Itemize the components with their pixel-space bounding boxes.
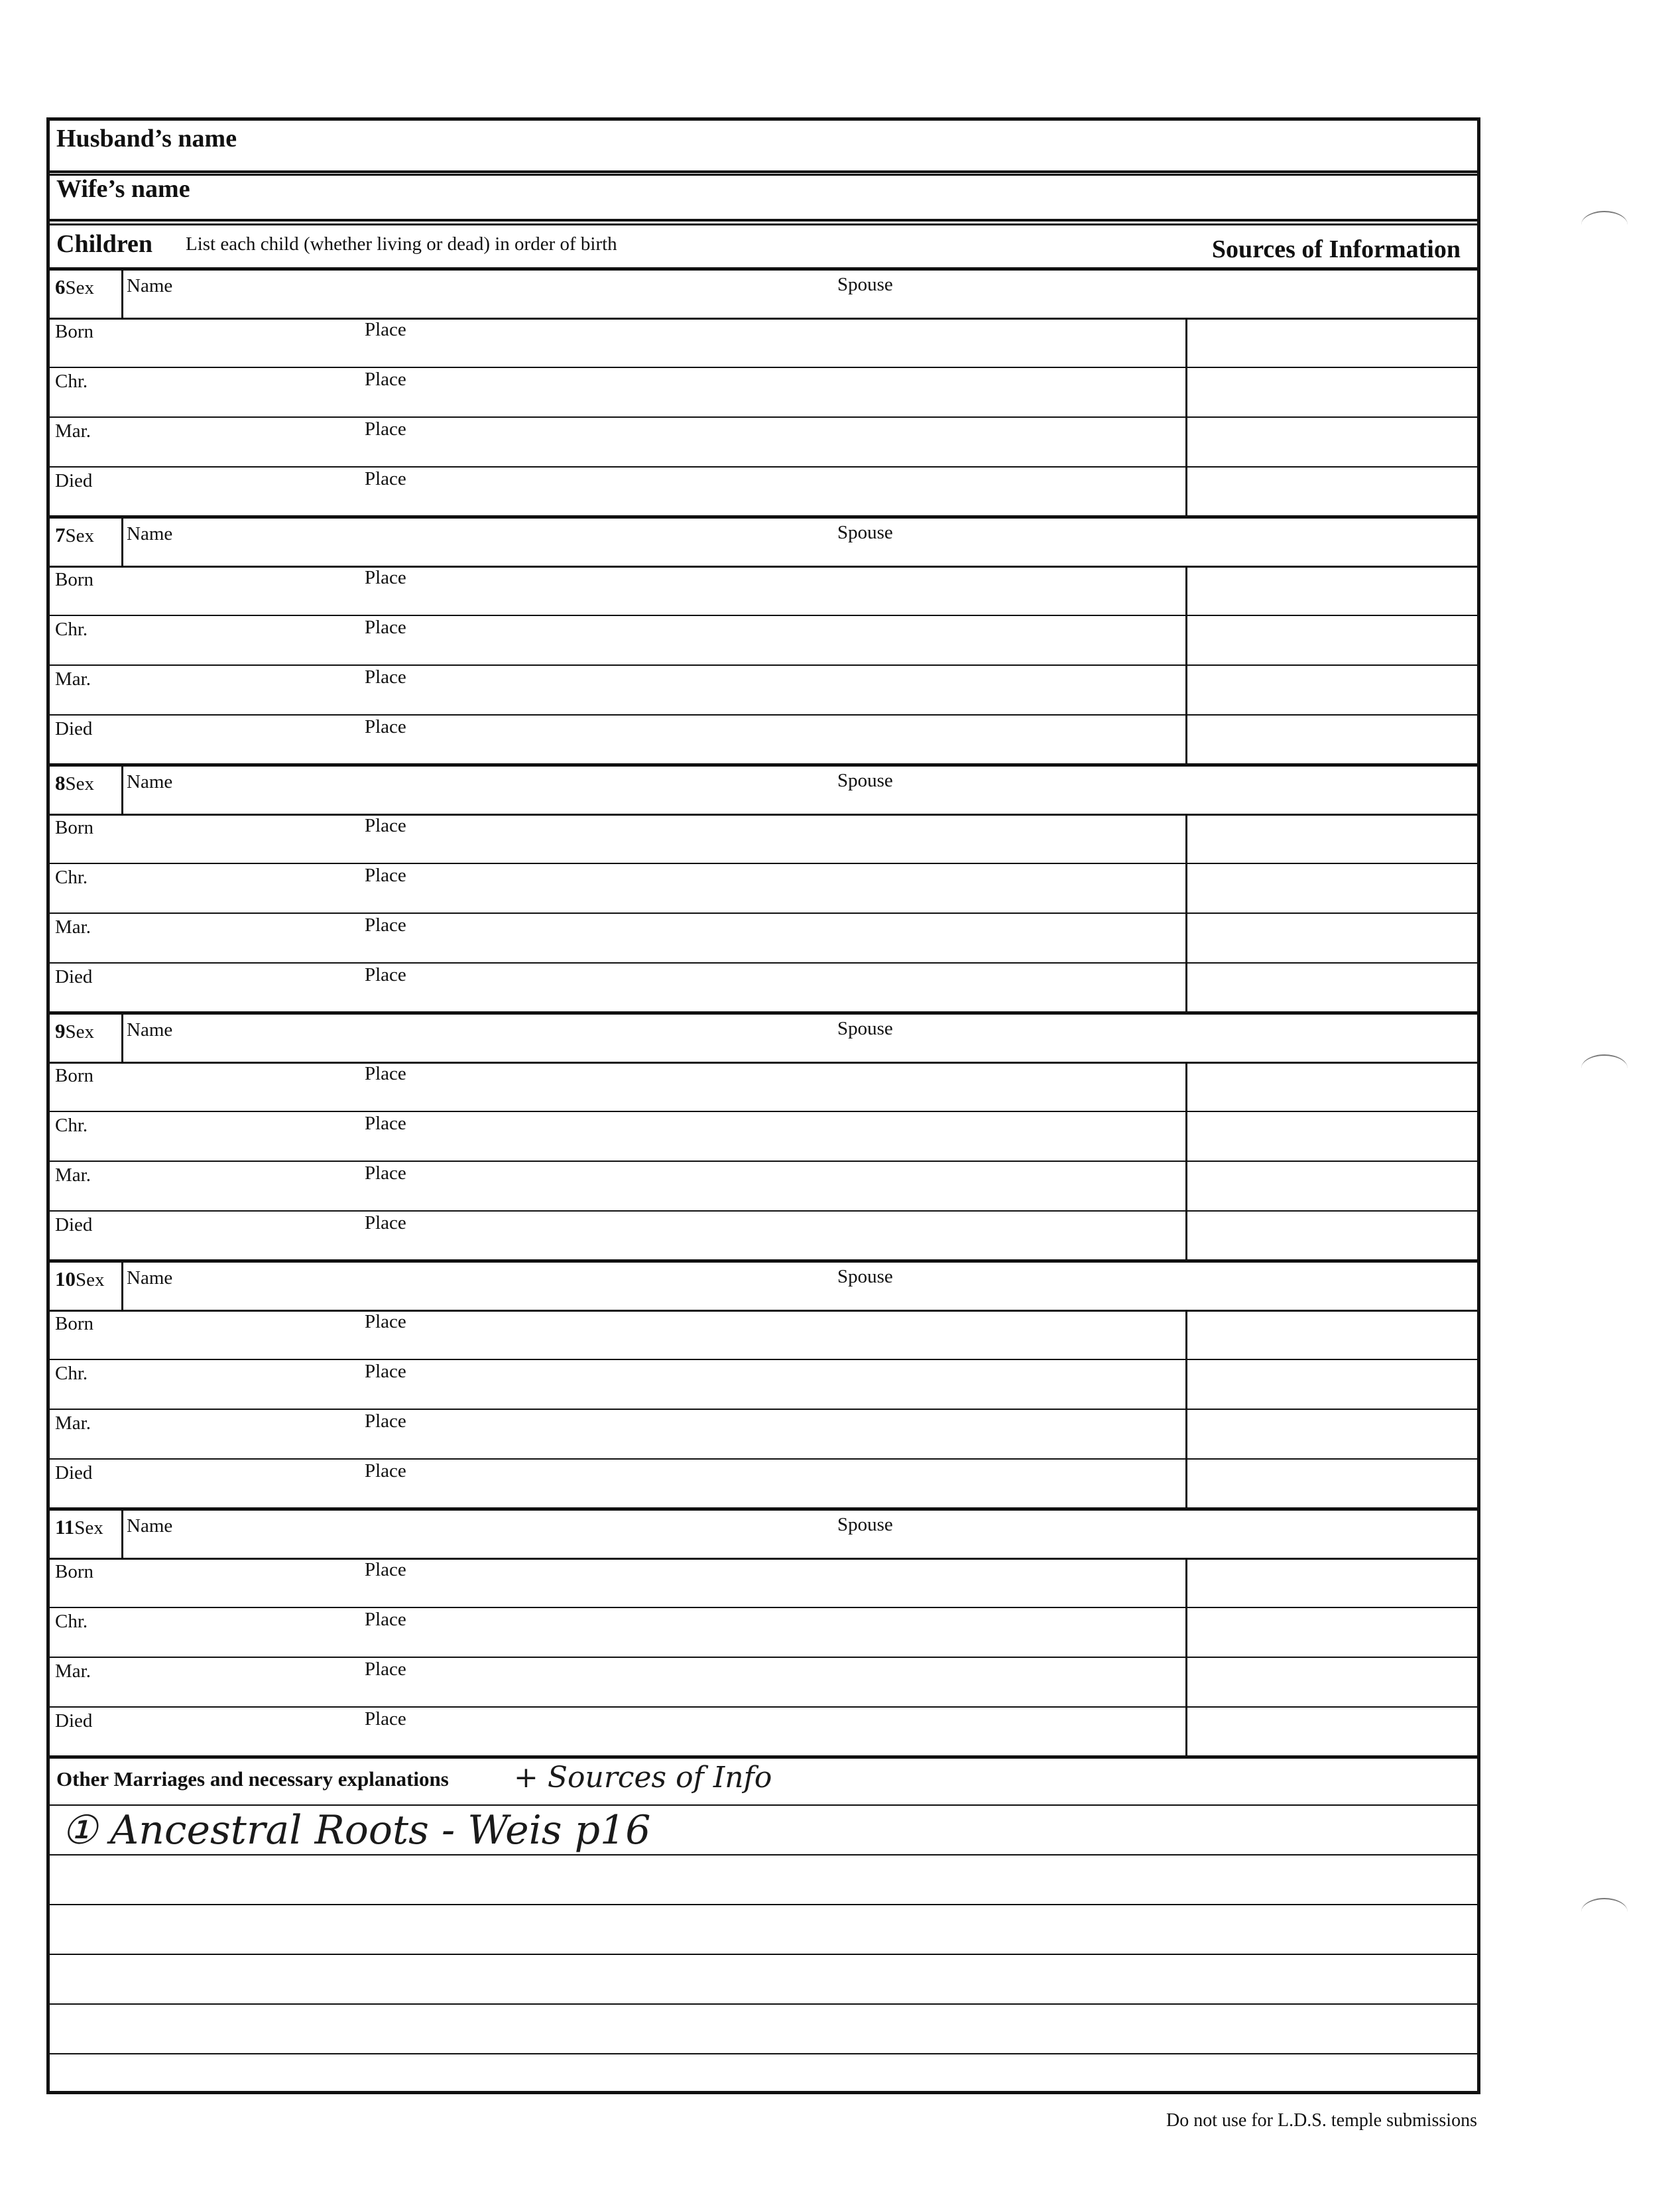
chr-label: Chr.: [55, 371, 88, 392]
divider: [121, 766, 123, 814]
divider: [50, 1359, 1477, 1360]
spouse-label: Spouse: [837, 274, 893, 295]
divider: [50, 1458, 1477, 1460]
divider: [50, 962, 1477, 964]
divider: [50, 566, 1477, 568]
divider: [50, 416, 1477, 418]
died-label: Died: [55, 470, 93, 491]
born-label: Born: [55, 1065, 93, 1086]
child-block: [50, 518, 1477, 766]
divider: [1185, 1310, 1187, 1510]
mar-label: Mar.: [55, 1661, 91, 1682]
child-number: 7: [55, 523, 66, 546]
sex-label: Sex: [74, 1517, 103, 1539]
place-label: Place: [365, 1559, 406, 1580]
divider: [1185, 566, 1187, 766]
died-label: Died: [55, 1710, 93, 1731]
divider: [50, 170, 1477, 173]
divider: [121, 518, 123, 566]
child-number-sex: [55, 771, 94, 795]
place-label: Place: [365, 1212, 406, 1233]
sources-of-information-title: Sources of Information: [1211, 235, 1461, 263]
place-label: Place: [365, 1411, 406, 1432]
sex-label: Sex: [65, 277, 94, 298]
divider: [50, 814, 1477, 816]
punch-hole-mark: [1581, 1054, 1628, 1082]
divider: [50, 912, 1477, 914]
divider: [50, 2003, 1477, 2005]
divider: [1185, 814, 1187, 1014]
spouse-label: Spouse: [837, 1266, 893, 1287]
divider: [50, 223, 1477, 225]
divider: [50, 1062, 1477, 1064]
divider: [1185, 318, 1187, 518]
chr-label: Chr.: [55, 867, 88, 888]
place-label: Place: [365, 567, 406, 588]
place-label: Place: [365, 1311, 406, 1332]
mar-label: Mar.: [55, 420, 91, 442]
chr-label: Chr.: [55, 1611, 88, 1632]
died-label: Died: [55, 966, 93, 987]
divider: [50, 367, 1477, 368]
child-number: 10: [55, 1267, 76, 1290]
place-label: Place: [365, 666, 406, 688]
divider: [1185, 1062, 1187, 1262]
divider: [121, 1262, 123, 1310]
child-block: [50, 1262, 1477, 1510]
divider: [50, 1161, 1477, 1162]
punch-hole-mark: [1581, 1898, 1628, 1926]
sex-label: Sex: [65, 1021, 94, 1042]
mar-label: Mar.: [55, 916, 91, 938]
name-label: Name: [127, 1267, 173, 1289]
divider: [121, 1014, 123, 1062]
children-title: Children: [56, 230, 153, 258]
divider: [50, 1558, 1477, 1560]
divider: [50, 1259, 1477, 1263]
child-number: 9: [55, 1019, 66, 1042]
other-marriages-label: Other Marriages and necessary explanations: [56, 1767, 449, 1791]
child-number: 8: [55, 771, 66, 794]
divider: [50, 1755, 1477, 1759]
sex-label: Sex: [76, 1269, 105, 1290]
divider: [50, 1111, 1477, 1112]
punch-hole-mark: [1581, 211, 1628, 239]
husband-name-label: Husband’s name: [56, 125, 237, 153]
place-label: Place: [365, 1708, 406, 1729]
born-label: Born: [55, 569, 93, 590]
place-label: Place: [365, 964, 406, 985]
divider: [50, 763, 1477, 767]
divider: [50, 1904, 1477, 1905]
born-label: Born: [55, 321, 93, 342]
divider: [50, 1409, 1477, 1410]
died-label: Died: [55, 1214, 93, 1235]
name-label: Name: [127, 1019, 173, 1040]
other-marriages-section: [50, 1758, 1477, 2091]
child-number-sex: [55, 1019, 94, 1043]
child-number: 11: [55, 1515, 75, 1539]
divider: [50, 1657, 1477, 1658]
place-label: Place: [365, 914, 406, 936]
born-label: Born: [55, 1313, 93, 1334]
chr-label: Chr.: [55, 1115, 88, 1136]
divider: [50, 615, 1477, 616]
place-label: Place: [365, 1063, 406, 1084]
place-label: Place: [365, 369, 406, 390]
spouse-label: Spouse: [837, 1018, 893, 1039]
children-instruction: List each child (whether living or dead) in order of birth: [186, 233, 617, 255]
child-block: [50, 1510, 1477, 1758]
explanation-line: ① Ancestral Roots - Weis p16: [62, 1807, 651, 1854]
place-label: Place: [365, 418, 406, 440]
footer-note: Do not use for L.D.S. temple submissions: [1166, 2110, 1477, 2131]
mar-label: Mar.: [55, 1413, 91, 1434]
name-label: Name: [127, 523, 173, 544]
divider: [50, 1854, 1477, 1855]
place-label: Place: [365, 1659, 406, 1680]
divider: [121, 1510, 123, 1558]
place-label: Place: [365, 865, 406, 886]
place-label: Place: [365, 1113, 406, 1134]
child-number-sex: [55, 523, 94, 547]
divider: [50, 219, 1477, 221]
divider: [50, 714, 1477, 716]
died-label: Died: [55, 1462, 93, 1483]
chr-label: Chr.: [55, 1363, 88, 1384]
spouse-label: Spouse: [837, 522, 893, 543]
born-label: Born: [55, 1561, 93, 1582]
divider: [50, 318, 1477, 320]
divider: [50, 2053, 1477, 2054]
divider: [50, 1210, 1477, 1212]
name-label: Name: [127, 275, 173, 296]
divider: [121, 270, 123, 318]
child-number-sex: [55, 275, 94, 299]
place-label: Place: [365, 1361, 406, 1382]
divider: [50, 1310, 1477, 1312]
spouse-label: Spouse: [837, 770, 893, 791]
divider: [50, 1804, 1477, 1806]
divider: [50, 466, 1477, 468]
mar-label: Mar.: [55, 668, 91, 690]
child-block: [50, 270, 1477, 518]
divider: [50, 1954, 1477, 1955]
divider: [50, 174, 1477, 176]
place-label: Place: [365, 319, 406, 340]
child-number: 6: [55, 275, 66, 298]
place-label: Place: [365, 716, 406, 737]
place-label: Place: [365, 1609, 406, 1630]
divider: [50, 1507, 1477, 1511]
name-label: Name: [127, 771, 173, 792]
mar-label: Mar.: [55, 1164, 91, 1186]
handwritten-sources-note: + Sources of Info: [514, 1761, 772, 1794]
sex-label: Sex: [65, 525, 94, 546]
place-label: Place: [365, 1163, 406, 1184]
divider: [50, 1607, 1477, 1608]
divider: [50, 664, 1477, 666]
divider: [50, 863, 1477, 864]
child-block: [50, 766, 1477, 1014]
child-number-sex: [55, 1515, 103, 1539]
name-label: Name: [127, 1515, 173, 1537]
child-block: [50, 1014, 1477, 1262]
died-label: Died: [55, 718, 93, 739]
divider: [50, 267, 1477, 271]
spouse-label: Spouse: [837, 1514, 893, 1535]
place-label: Place: [365, 468, 406, 489]
place-label: Place: [365, 1460, 406, 1481]
chr-label: Chr.: [55, 619, 88, 640]
divider: [50, 515, 1477, 519]
divider: [50, 1706, 1477, 1708]
sex-label: Sex: [65, 773, 94, 794]
divider: [50, 1011, 1477, 1015]
family-group-sheet: [46, 117, 1480, 2094]
child-number-sex: [55, 1267, 105, 1291]
born-label: Born: [55, 817, 93, 838]
wife-name-label: Wife’s name: [56, 175, 190, 203]
place-label: Place: [365, 815, 406, 836]
divider: [1185, 1558, 1187, 1758]
place-label: Place: [365, 617, 406, 638]
